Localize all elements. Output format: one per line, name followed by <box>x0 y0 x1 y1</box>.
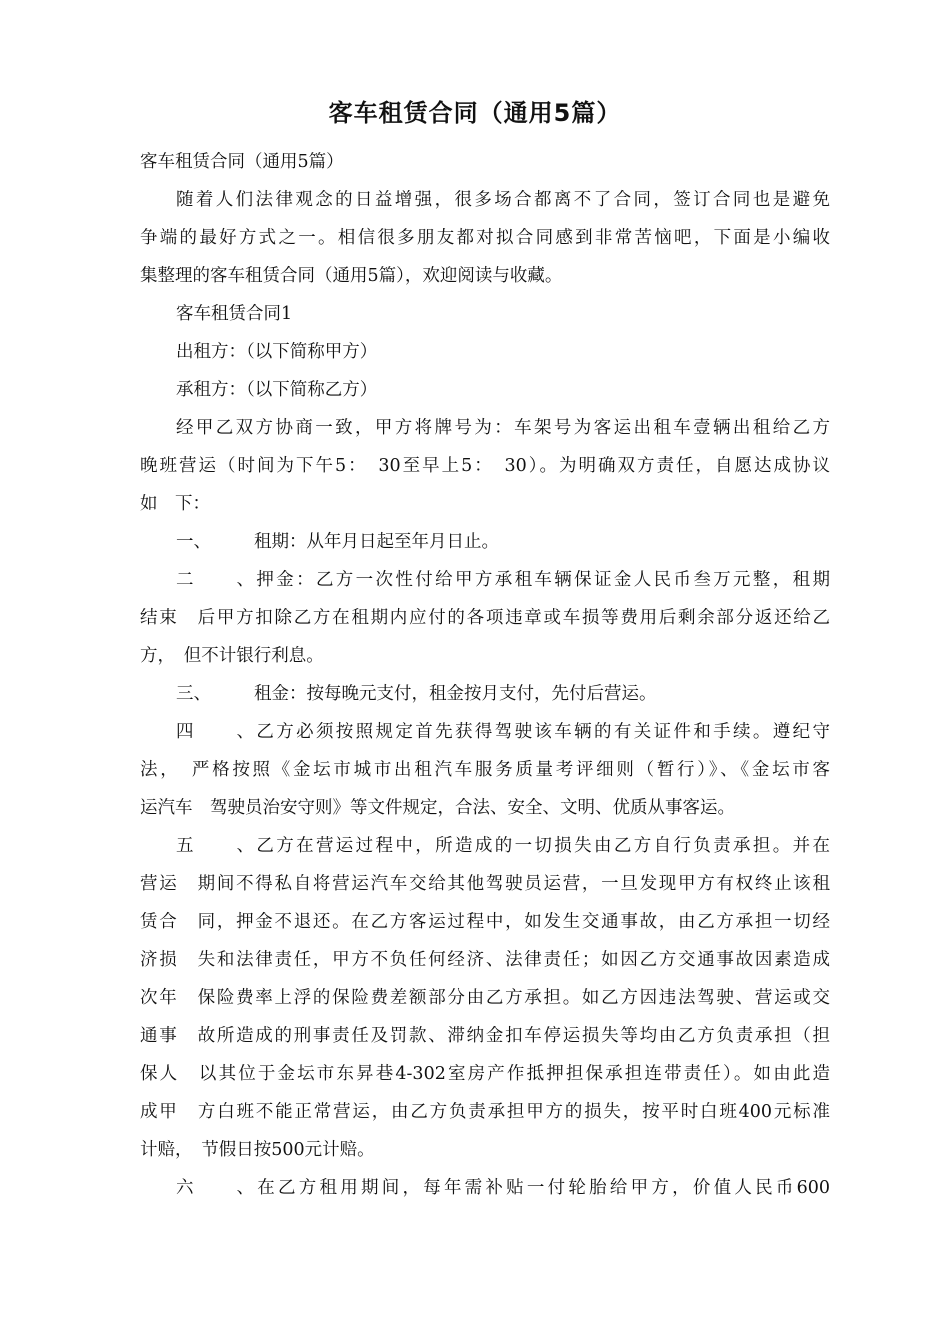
clause-text: 租金：按每晚元支付，租金按月支付，先付后营运。 <box>254 684 657 704</box>
clause-4-line-3: 运汽车 驾驶员治安守则》等文件规定，合法、安全、文明、优质从事客运。 <box>140 798 735 818</box>
lessor-line: 出租方：（以下简称甲方） <box>176 342 378 362</box>
clause-2-line-2: 结束 后甲方扣除乙方在租期内应付的各项违章或车损等费用后剩余部分返还给乙 <box>140 608 830 628</box>
preamble-line-3: 如 下： <box>140 494 210 514</box>
clause-5-line-5: 次年 保险费率上浮的保险费差额部分由乙方承担。如乙方因违法驾驶、营运或交 <box>140 988 830 1008</box>
clause-text: 在乙方租用期间，每年需补贴一付轮胎给甲方，价值人民币600 <box>254 1178 830 1198</box>
clause-2-line-3: 方， 但不计银行利息。 <box>140 646 324 666</box>
clause-text: 乙方在营运过程中，所造成的一切损失由乙方自行负责承担。并在 <box>254 836 830 856</box>
subtitle-line: 客车租赁合同（通用5篇） <box>140 152 344 172</box>
clause-5-line-7: 保人 以其位于金坛市东昇巷4-302室房产作抵押担保承担连带责任）。如由此造 <box>140 1064 830 1084</box>
clause-text: 押金：乙方一次性付给甲方承租车辆保证金人民币叁万元整，租期 <box>254 570 830 590</box>
document-title: 客车租赁合同（通用5篇） <box>328 99 622 127</box>
clause-3 <box>176 682 830 706</box>
clause-number: 六、 <box>176 1178 254 1198</box>
preamble-line-2: 晚班营运（时间为下午5： 30至早上5： 30）。为明确双方责任，自愿达成协议 <box>140 456 830 476</box>
preamble-line-1: 经甲乙双方协商一致，甲方将牌号为：车架号为客运出租车壹辆出租给乙方 <box>176 418 830 438</box>
clause-5-line-3: 赁合 同，押金不退还。在乙方客运过程中，如发生交通事故，由乙方承担一切经 <box>140 912 830 932</box>
clause-5-line-8: 成甲 方白班不能正常营运，由乙方负责承担甲方的损失，按平时白班400元标准 <box>140 1102 830 1122</box>
clause-number: 五、 <box>176 836 254 856</box>
clause-4-line-2: 法， 严格按照《金坛市城市出租汽车服务质量考评细则（暂行）》、《金坛市客 <box>140 760 830 780</box>
clause-2-line-1 <box>176 568 830 592</box>
clause-text: 租期：从年月日起至年月日止。 <box>254 532 499 552</box>
clause-5-line-4: 济损 失和法律责任，甲方不负任何经济、法律责任；如因乙方交通事故因素造成 <box>140 950 830 970</box>
clause-4-line-1 <box>176 720 830 744</box>
intro-line-3: 集整理的客车租赁合同（通用5篇），欢迎阅读与收藏。 <box>140 266 563 286</box>
clause-text: 乙方必须按照规定首先获得驾驶该车辆的有关证件和手续。遵纪守 <box>254 722 830 742</box>
contract-heading: 客车租赁合同1 <box>176 304 293 324</box>
intro-line-2: 争端的最好方式之一。相信很多朋友都对拟合同感到非常苦恼吧，下面是小编收 <box>140 228 830 248</box>
clause-number: 二、 <box>176 570 254 590</box>
clause-5-line-9: 计赔， 节假日按500元计赔。 <box>140 1140 375 1160</box>
clause-5-line-2: 营运 期间不得私自将营运汽车交给其他驾驶员运营，一旦发现甲方有权终止该租 <box>140 874 830 894</box>
clause-5-line-1 <box>176 834 830 858</box>
clause-5-line-6: 通事 故所造成的刑事责任及罚款、滞纳金扣车停运损失等均由乙方负责承担（担 <box>140 1026 830 1046</box>
clause-1 <box>176 530 830 554</box>
clause-number: 一、 <box>176 532 211 552</box>
lessee-line: 承租方：（以下简称乙方） <box>176 380 378 400</box>
clause-6-line-1 <box>176 1176 830 1200</box>
clause-number: 三、 <box>176 684 211 704</box>
clause-number: 四、 <box>176 722 254 742</box>
intro-line-1: 随着人们法律观念的日益增强，很多场合都离不了合同，签订合同也是避免 <box>176 190 830 210</box>
